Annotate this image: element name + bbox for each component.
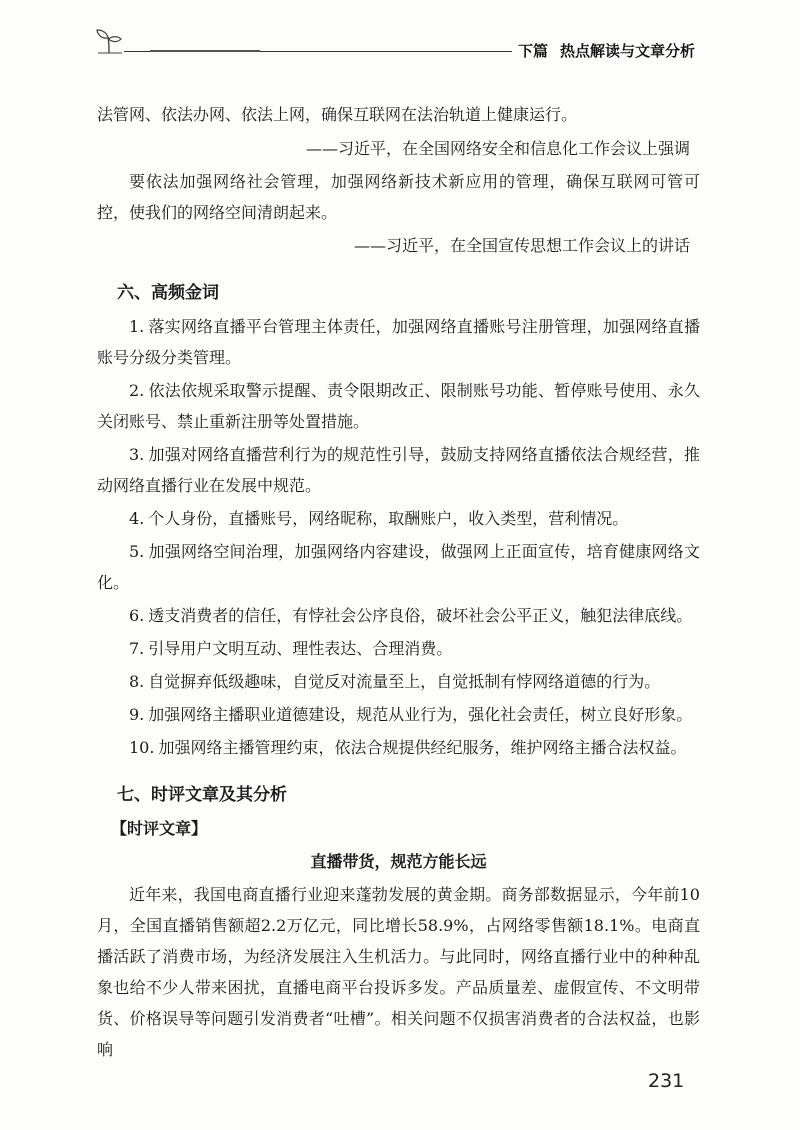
item-text: 加强对网络直播营利行为的规范性引导，鼓励支持网络直播依法合规经营，推动网络直播行业在发展中规范。 (97, 445, 700, 495)
page-number: 231 (648, 1070, 685, 1092)
header-rule-accent (150, 50, 260, 52)
item-number: 9. (129, 705, 145, 724)
item-text: 透支消费者的信任，有悖社会公序良俗，破坏社会公平正义，触犯法律底线。 (148, 606, 693, 625)
item-text: 加强网络主播职业道德建设，规范从业行为，强化社会责任，树立良好形象。 (148, 705, 693, 724)
list-item (97, 375, 700, 437)
quote-source: ——习近平，在全国网络安全和信息化工作会议上强调 (305, 139, 690, 158)
article-paragraph: 近年来，我国电商直播行业迎来蓬勃发展的黄金期。商务部数据显示，今年前10月，全国直播销售额超2.2万亿元，同比增长58.9%，占网络零售额18.1%。电商直播活跃了消费市场，为经济发展注入生机活力。与此同时，网络直播行业中的种种乱象也给不少人带来困扰，直播电商平台投诉多发。产品质量差、虚假宣传、不文明带货、价格误导等问题引发消费者“吐槽”。相关问题不仅损害消费者的合法权益，也影响 (97, 885, 700, 1059)
list-item (97, 503, 700, 534)
list-item (97, 536, 700, 598)
item-number: 2. (129, 381, 145, 400)
item-number: 4. (129, 509, 145, 528)
header-part: 下篇 (518, 42, 549, 60)
list-item (97, 633, 700, 664)
list-item (97, 600, 700, 631)
item-number: 8. (129, 672, 145, 691)
item-text: 加强网络主播管理约束，依法合规提供经纪服务，维护网络主播合法权益。 (158, 738, 687, 757)
item-text: 加强网络空间治理，加强网络内容建设，做强网上正面宣传，培育健康网络文化。 (97, 542, 700, 592)
quote-text: 要依法加强网络社会管理，加强网络新技术新应用的管理，确保互联网可管可控，使我们的网络空间清朗起来。 (97, 172, 700, 222)
running-header (518, 40, 695, 61)
article-label: 【时评文章】 (111, 819, 208, 838)
item-number: 7. (129, 639, 145, 658)
header-title: 热点解读与文章分析 (560, 42, 696, 60)
item-text: 落实网络直播平台管理主体责任，加强网络直播账号注册管理，加强网络直播账号分级分类管理。 (97, 317, 700, 367)
page-content (97, 99, 700, 1067)
section-heading-high-frequency: 六、高频金词 (117, 283, 219, 303)
item-text: 依法依规采取警示提醒、责令限期改正、限制账号功能、暂停账号使用、永久关闭账号、禁止重新注册等处置措施。 (97, 381, 700, 431)
item-number: 5. (129, 542, 145, 561)
list-item (97, 732, 700, 763)
item-number: 10. (129, 738, 155, 757)
list-item (97, 439, 700, 501)
list-item (97, 699, 700, 730)
item-number: 6. (129, 606, 145, 625)
list-item (97, 666, 700, 697)
quote-text: 法管网、依法办网、依法上网，确保互联网在法治轨道上健康运行。 (97, 105, 578, 124)
item-text: 个人身份，直播账号，网络昵称，取酬账户，收入类型，营利情况。 (148, 509, 629, 528)
item-text: 引导用户文明互动、理性表达、合理消费。 (148, 639, 453, 658)
section-heading-article: 七、时评文章及其分析 (117, 785, 287, 805)
quote-source: ——习近平，在全国宣传思想工作会议上的讲话 (353, 236, 690, 255)
item-number: 1. (129, 317, 145, 336)
item-number: 3. (129, 445, 145, 464)
sprout-icon (94, 26, 124, 54)
list-item (97, 311, 700, 373)
article-title: 直播带货，规范方能长远 (310, 852, 487, 871)
item-text: 自觉摒弃低级趣味，自觉反对流量至上，自觉抵制有悖网络道德的行为。 (148, 672, 661, 691)
